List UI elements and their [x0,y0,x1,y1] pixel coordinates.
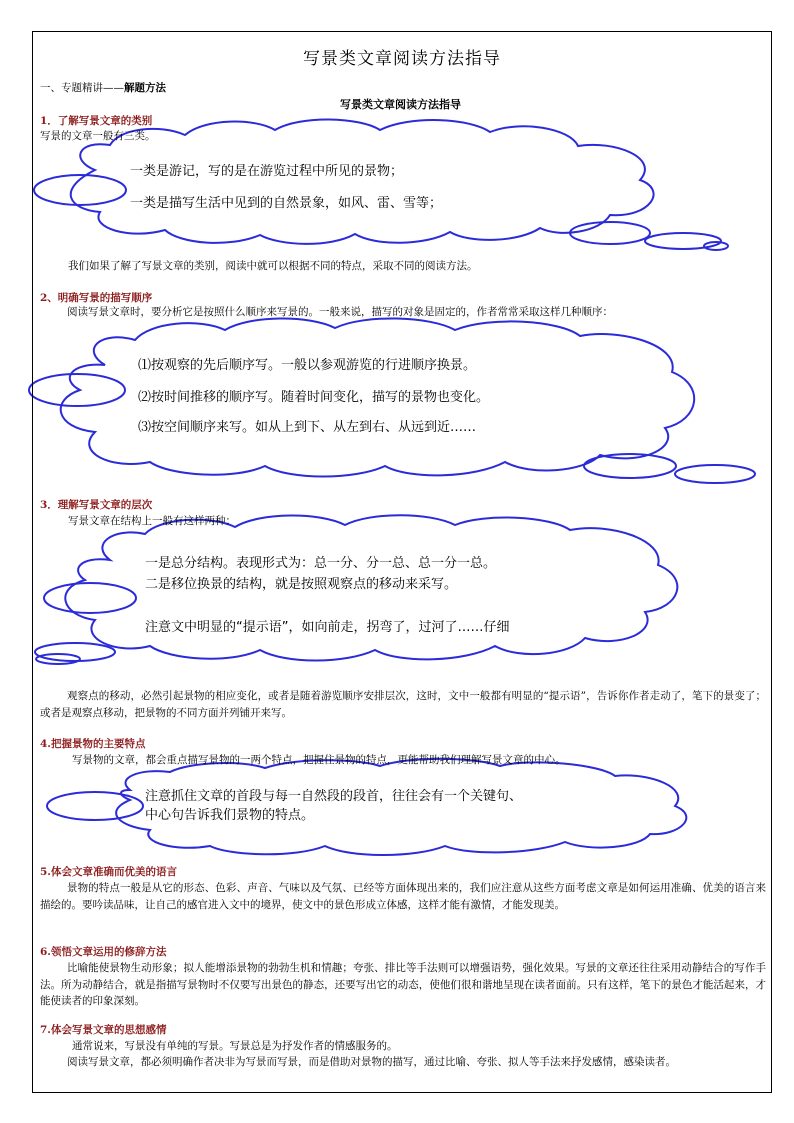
subtitle: 写景类文章阅读方法指导 [340,98,461,111]
document-title: 写景类文章阅读方法指导 [303,49,501,69]
s3-intro: 写景文章在结构上一般有这样两种： [68,515,236,527]
s1-after: 我们如果了解了写景文章的类别，阅读中就可以根据不同的特点，采取不同的阅读方法。 [68,260,478,272]
s3-cloud-line-2: 二是移位换景的结构，就是按照观察点的移动来采写。 [145,577,458,592]
s5-heading: 5.体会文章准确而优美的语言 [40,866,177,878]
s3-cloud-line-1: 一是总分结构。表现形式为：总一分、分一总、总一分一总。 [145,556,497,571]
s6-heading: 6.领悟文章运用的修辞方法 [40,946,167,958]
s2-intro: 阅读写景文章时，要分析它是按照什么顺序来写景的。一般来说，描写的对象是固定的，作者常常采取这样几种顺序： [67,306,613,318]
s7-line1: 通常说来，写景没有单纯的写景。写景总是为抒发作者的情感服务的。 [72,1040,398,1052]
section-intro-bold: 解题方法 [124,82,166,94]
s1-cloud-line-2: 一类是描写生活中见到的自然景象，如风、雷、雪等； [130,196,443,211]
s5-body: 景物的特点一般是从它的形态、色彩、声音、气味以及气氛、已经等方面体现出来的，我们应注意从这些方面考虑文章是如何运用准确、优美的语言来描绘的。要吟读品味，让自己的感官进入文中的境界，使文中的景色形成立体感，这样才能有激情，才能发现美。 [40,882,766,911]
s3-cloud-line-3: 注意文中明显的“提示语”，如向前走，拐弯了，过河了……仔细 [145,620,510,635]
s2-cloud-line-2: ⑵按时间推移的顺序写。随着时间变化，描写的景物也变化。 [138,390,490,405]
section-intro-prefix: 一、专题精讲—— [40,82,124,94]
s4-cloud-line-1: 注意抓住文章的首段与每一自然段的段首，往往会有一个关键句、 [145,789,523,804]
section-intro [40,80,166,97]
s2-cloud-line-3: ⑶按空间顺序来写。如从上到下、从左到右、从远到近…… [138,420,477,435]
s4-cloud-line-2: 中心句告诉我们景物的特点。 [145,808,315,823]
s1-cloud-line-1: 一类是游记，写的是在游览过程中所见的景物； [130,164,404,179]
s3-after: 观察点的移动，必然引起景物的相应变化，或者是随着游览顺序安排层次，这时，文中一般都有明显的“提示语”，告诉你作者走动了，笔下的景变了；或者是观察点移动，把景物的不同方面并列铺开来写。 [40,690,766,719]
s2-cloud-line-1: ⑴按观察的先后顺序写。一般以参观游览的行进顺序换景。 [138,358,477,373]
s1-intro: 写景的文章一般有三类。 [40,130,156,142]
s2-heading: 2、明确写景的描写顺序 [40,292,153,304]
s7-body: 阅读写景文章，都必须明确作者决非为写景而写景，而是借助对景物的描写，通过比喻、夸张、拟人等手法来抒发感情，感染读者。 [67,1056,676,1068]
s4-heading: 4.把握景物的主要特点 [40,738,146,750]
s7-heading: 7.体会写景文章的思想感情 [40,1024,167,1036]
s3-heading: 3．理解写景文章的层次 [40,499,153,511]
s6-body: 比喻能使景物生动形象；拟人能增添景物的勃勃生机和情趣；夸张、排比等手法则可以增强语势，强化效果。写景的文章还往往采用动静结合的写作手法。所为动静结合，就是指描写景物时不仅要写出景色的静态，还要写出它的动态，使他们很和谐地呈现在读者面前。只有这样，笔下的景色才能活起来，才能使读者的印象深刻。 [40,962,766,1007]
s4-intro: 写景物的文章，都会重点描写景物的一两个特点，把握住景物的特点，更能帮助我们理解写景文章的中心。 [72,754,566,766]
s1-heading: 1．了解写景文章的类别 [40,115,153,127]
